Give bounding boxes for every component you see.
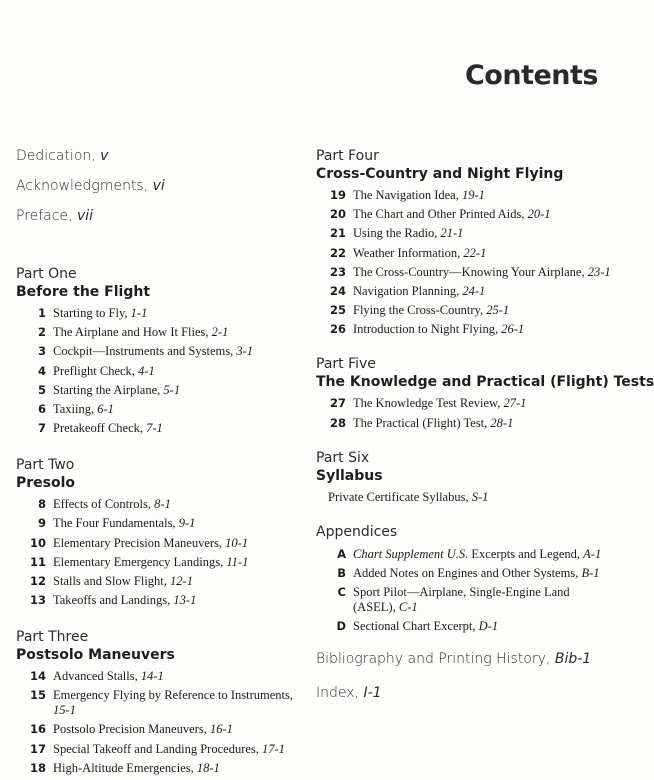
chapter-text: Added Notes on Engines and Other Systems, xyxy=(353,565,582,580)
part-label: Part Six xyxy=(316,449,370,466)
chapter-item[interactable] xyxy=(16,593,306,608)
entry-page: I-1 xyxy=(363,685,382,702)
chapter-page: 12-1 xyxy=(170,573,193,588)
chapter-text: Stalls and Slow Flight, xyxy=(53,573,171,588)
chapter-number: 15 xyxy=(29,688,46,703)
chapter-item[interactable] xyxy=(16,536,306,551)
chapter-title xyxy=(53,742,306,757)
part-title: Syllabus xyxy=(316,467,383,484)
chapter-page: 27-1 xyxy=(503,396,527,411)
chapter-text: Preflight Check, xyxy=(53,363,139,378)
entry-text: Bibliography and Printing History, xyxy=(316,651,555,668)
chapter-title xyxy=(53,421,306,436)
chapter-item[interactable] xyxy=(16,742,306,757)
toc-entry[interactable] xyxy=(16,147,306,177)
chapter-text: Sectional Chart Excerpt, xyxy=(353,619,479,634)
chapter-item[interactable] xyxy=(316,547,612,562)
entry-page: vi xyxy=(152,178,165,194)
chapter-page: 16-1 xyxy=(209,722,233,737)
chapter-title xyxy=(353,303,612,318)
chapter-title xyxy=(53,761,306,776)
chapter-item[interactable] xyxy=(16,574,306,589)
chapter-number: 28 xyxy=(329,415,346,430)
toc-entry[interactable] xyxy=(16,207,306,237)
part-section xyxy=(316,449,612,505)
chapter-text: Starting the Airplane, xyxy=(53,382,164,397)
chapter-item[interactable] xyxy=(16,555,306,570)
syllabus-item[interactable] xyxy=(328,490,612,505)
chapter-item[interactable] xyxy=(316,207,612,222)
chapter-item[interactable] xyxy=(316,619,612,634)
chapter-page: 15-1 xyxy=(53,703,76,718)
chapter-item[interactable] xyxy=(316,322,612,337)
chapter-page: 4-1 xyxy=(138,363,155,378)
chapter-title xyxy=(53,722,306,737)
chapter-text: The Navigation Idea, xyxy=(353,188,462,202)
chapter-text: Sport Pilot—Airplane, Single-Engine Land (ASEL), xyxy=(353,584,570,614)
entry-text: Acknowledgments, xyxy=(16,178,153,194)
chapter-title xyxy=(353,284,612,299)
chapter-text: Starting to Fly, xyxy=(53,306,131,320)
entry-page: vii xyxy=(76,208,94,224)
chapter-page: 13-1 xyxy=(173,593,197,608)
chapter-text: The Cross-Country—Knowing Your Airplane, xyxy=(353,264,588,279)
part-label: Appendices xyxy=(316,523,398,540)
chapter-item[interactable] xyxy=(16,761,306,776)
chapter-title xyxy=(53,688,306,718)
part-label: Part Five xyxy=(316,356,376,373)
chapter-item[interactable] xyxy=(16,722,306,737)
chapter-item[interactable] xyxy=(316,284,612,299)
toc-entry[interactable] xyxy=(316,650,612,668)
chapter-title xyxy=(353,585,612,615)
chapter-text: Navigation Planning, xyxy=(353,283,463,298)
chapter-number: 21 xyxy=(329,226,346,241)
entry-page: v xyxy=(100,148,109,164)
part-label: Part Two xyxy=(16,457,75,474)
chapter-text: Effects of Controls, xyxy=(53,497,155,512)
chapter-text: High-Altitude Emergencies, xyxy=(53,760,197,775)
chapter-page: 20-1 xyxy=(527,207,551,222)
chapter-item[interactable] xyxy=(316,265,612,280)
chapter-number: C xyxy=(337,584,346,599)
left-column xyxy=(16,147,306,780)
part-section xyxy=(16,265,306,436)
part-label: Part One xyxy=(16,266,77,282)
chapter-text: Weather Information, xyxy=(353,245,464,260)
chapter-text: Elementary Emergency Landings, xyxy=(53,554,227,569)
chapter-page: 1-1 xyxy=(130,306,148,320)
chapter-page: 11-1 xyxy=(226,554,249,569)
chapter-number: 23 xyxy=(329,264,346,279)
chapter-title xyxy=(53,306,306,321)
chapter-number: 5 xyxy=(37,382,46,397)
chapter-text: Elementary Precision Maneuvers, xyxy=(53,535,226,550)
chapter-number: 22 xyxy=(329,245,346,260)
chapter-item[interactable] xyxy=(16,383,306,398)
chapter-title xyxy=(53,402,306,417)
chapter-number: 16 xyxy=(29,722,46,737)
chapter-title xyxy=(53,344,306,359)
chapter-page: 5-1 xyxy=(163,382,181,397)
chapter-title xyxy=(53,669,306,684)
chapter-page: 23-1 xyxy=(587,264,611,279)
item-page: S-1 xyxy=(471,489,489,504)
chapter-title xyxy=(353,322,612,337)
chapter-text: The Four Fundamentals, xyxy=(53,516,179,531)
chapter-page: 17-1 xyxy=(262,741,285,756)
chapter-item[interactable] xyxy=(16,344,306,359)
chapter-item[interactable] xyxy=(316,416,612,431)
chapter-title xyxy=(353,188,612,203)
chapter-item[interactable] xyxy=(16,421,306,436)
chapter-number: 19 xyxy=(329,188,346,202)
chapter-item[interactable] xyxy=(316,585,612,615)
chapter-title xyxy=(53,497,306,512)
chapter-number: 20 xyxy=(329,207,346,222)
chapter-number: 9 xyxy=(37,516,46,531)
chapter-text: The Practical (Flight) Test, xyxy=(353,415,491,430)
entry-text: Index, xyxy=(316,685,364,702)
chapter-number: B xyxy=(337,565,346,580)
chapter-number: 3 xyxy=(37,344,46,359)
chapter-text: Introduction to Night Flying, xyxy=(353,322,502,337)
chapter-item[interactable] xyxy=(16,325,306,340)
chapter-page: 9-1 xyxy=(178,516,196,531)
chapter-title xyxy=(53,383,306,398)
chapter-text: The Airplane and How It Flies, xyxy=(53,325,212,340)
chapter-text: The Chart and Other Printed Aids, xyxy=(353,207,528,222)
chapter-title xyxy=(353,246,612,261)
chapter-page: A-1 xyxy=(583,546,602,561)
chapter-number: 8 xyxy=(37,497,46,512)
part-title: Postsolo Maneuvers xyxy=(16,647,175,664)
chapter-page: 6-1 xyxy=(97,401,114,416)
part-section xyxy=(16,628,306,776)
chapter-item[interactable] xyxy=(316,566,612,581)
chapter-number: 27 xyxy=(329,396,346,411)
chapter-number: 17 xyxy=(29,741,46,756)
chapter-text: Using the Radio, xyxy=(353,226,441,241)
chapter-text: Special Takeoff and Landing Procedures, xyxy=(53,741,263,756)
chapter-item[interactable] xyxy=(16,364,306,379)
chapter-number: 14 xyxy=(29,669,46,684)
chapter-text: Emergency Flying by Reference to Instruments, xyxy=(53,688,293,703)
chapter-number: 24 xyxy=(329,283,346,298)
chapter-title xyxy=(353,547,612,562)
chapter-text: Advanced Stalls, xyxy=(53,669,141,684)
part-title: Before the Flight xyxy=(16,284,151,300)
chapter-title xyxy=(53,593,306,608)
chapter-title-italic: Chart Supplement U.S. xyxy=(353,546,469,561)
chapter-page: C-1 xyxy=(398,599,418,614)
chapter-item[interactable] xyxy=(16,402,306,417)
chapter-page: 21-1 xyxy=(440,226,464,241)
chapter-item[interactable] xyxy=(16,306,306,321)
chapter-number: 13 xyxy=(29,593,46,608)
chapter-text: Taxiing, xyxy=(53,401,98,416)
toc-entry[interactable] xyxy=(16,177,306,207)
chapter-item[interactable] xyxy=(16,688,306,718)
chapter-number: 1 xyxy=(37,306,46,320)
part-section xyxy=(316,523,612,635)
chapter-text: Flying the Cross-Country, xyxy=(353,303,487,318)
chapter-item[interactable] xyxy=(316,396,612,411)
chapter-title xyxy=(53,325,306,340)
chapter-page: 2-1 xyxy=(211,325,229,340)
part-title: Cross-Country and Night Flying xyxy=(316,166,564,182)
chapter-number: 26 xyxy=(329,322,346,337)
chapter-page: 10-1 xyxy=(225,535,249,550)
chapter-title xyxy=(53,574,306,589)
chapter-page: 19-1 xyxy=(461,188,485,202)
chapter-title xyxy=(53,555,306,570)
part-title: Presolo xyxy=(16,475,76,492)
page-title: Contents xyxy=(464,60,598,91)
chapter-page: B-1 xyxy=(581,565,600,580)
chapter-page: 22-1 xyxy=(463,245,487,260)
chapter-item[interactable] xyxy=(16,669,306,684)
chapter-text: Postsolo Precision Maneuvers, xyxy=(53,722,210,737)
chapter-number: 2 xyxy=(37,325,46,340)
chapter-number: 25 xyxy=(329,303,346,318)
chapter-title xyxy=(353,619,612,634)
chapter-title xyxy=(353,396,612,411)
chapter-number: 4 xyxy=(37,363,46,378)
chapter-item[interactable] xyxy=(16,497,306,512)
chapter-title xyxy=(53,536,306,551)
chapter-page: 24-1 xyxy=(462,283,486,298)
part-section xyxy=(316,355,654,430)
chapter-item[interactable] xyxy=(316,303,612,318)
chapter-page: 25-1 xyxy=(486,303,510,318)
chapter-title xyxy=(53,516,306,531)
chapter-title xyxy=(353,265,612,280)
item-text: Private Certificate Syllabus, xyxy=(328,489,472,504)
chapter-text: Pretakeoff Check, xyxy=(53,421,147,436)
chapter-title xyxy=(53,364,306,379)
chapter-item[interactable] xyxy=(316,246,612,261)
chapter-page: 18-1 xyxy=(196,760,220,775)
chapter-number: A xyxy=(337,546,346,561)
chapter-page: 26-1 xyxy=(501,322,525,337)
chapter-item[interactable] xyxy=(316,226,612,241)
chapter-text: Takeoffs and Landings, xyxy=(53,593,174,608)
chapter-page: 8-1 xyxy=(154,497,171,512)
part-section xyxy=(316,147,612,337)
chapter-number: 12 xyxy=(29,573,46,588)
chapter-number: 18 xyxy=(29,760,46,775)
chapter-number: 7 xyxy=(37,421,46,436)
chapter-number: 6 xyxy=(37,401,46,416)
part-title: The Knowledge and Practical (Flight) Tests xyxy=(316,374,654,391)
chapter-text: The Knowledge Test Review, xyxy=(353,396,504,411)
chapter-page: 14-1 xyxy=(140,669,164,684)
chapter-title xyxy=(353,207,612,222)
toc-entry[interactable] xyxy=(316,684,612,702)
chapter-text: Excerpts and Legend, xyxy=(468,546,584,561)
chapter-page: 28-1 xyxy=(490,415,514,430)
chapter-number: 10 xyxy=(29,535,46,550)
chapter-title xyxy=(353,226,612,241)
chapter-item[interactable] xyxy=(316,188,612,203)
chapter-page: D-1 xyxy=(478,619,499,634)
entry-text: Dedication, xyxy=(16,148,101,164)
right-column xyxy=(316,147,654,702)
part-label: Part Three xyxy=(16,629,89,646)
part-section xyxy=(16,456,306,608)
entry-text: Preface, xyxy=(16,208,77,224)
part-label: Part Four xyxy=(316,148,379,164)
chapter-text: Cockpit—Instruments and Systems, xyxy=(53,344,237,359)
chapter-number: 11 xyxy=(29,554,46,569)
chapter-page: 7-1 xyxy=(146,421,163,436)
entry-page: Bib-1 xyxy=(554,651,592,668)
chapter-title xyxy=(353,416,612,431)
chapter-title xyxy=(353,566,612,581)
chapter-page: 3-1 xyxy=(236,344,253,359)
chapter-number: D xyxy=(336,619,346,634)
chapter-item[interactable] xyxy=(16,516,306,531)
